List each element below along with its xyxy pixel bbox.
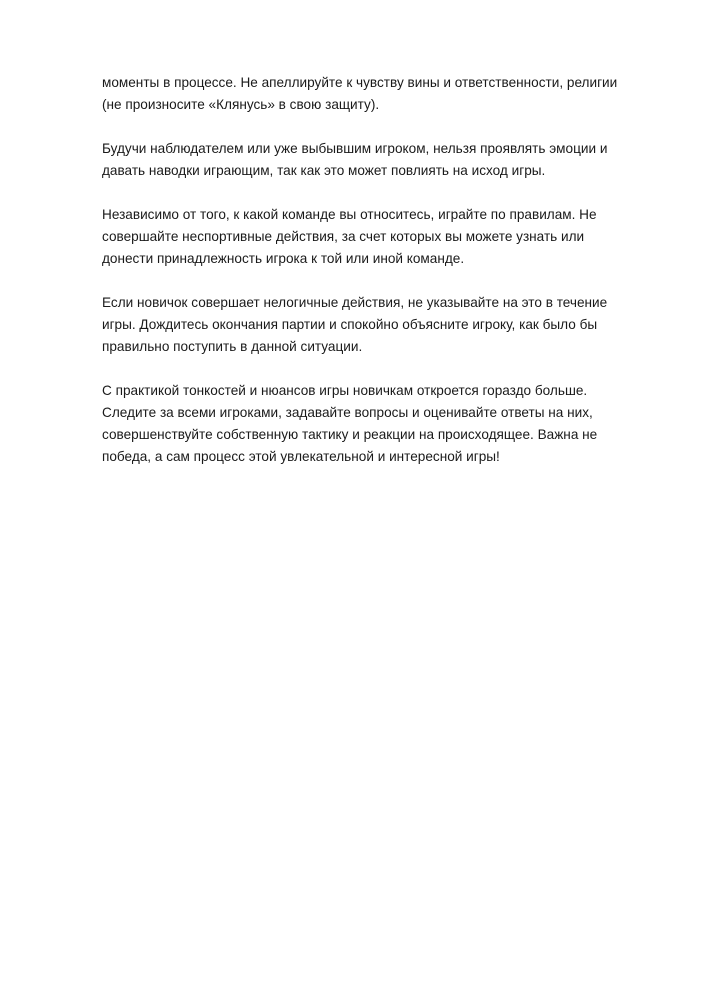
paragraph-line: игры. Дождитесь окончания партии и спокойно объясните игроку, как было бы	[102, 317, 598, 332]
paragraph-2	[102, 138, 662, 182]
paragraph-line: Если новичок совершает нелогичные действия, не указывайте на это в течение	[102, 295, 608, 310]
paragraph-line: Будучи наблюдателем или уже выбывшим игроком, нельзя проявлять эмоции и	[102, 141, 608, 156]
paragraph-line: победа, а сам процесс этой увлекательной и интересной игры!	[102, 449, 500, 464]
paragraph-line: правильно поступить в данной ситуации.	[102, 339, 363, 354]
paragraph-line: донести принадлежность игрока к той или иной команде.	[102, 251, 465, 266]
document-body	[102, 72, 662, 490]
paragraph-line: давать наводки играющим, так как это может повлиять на исход игры.	[102, 163, 546, 178]
paragraph-line: моменты в процессе. Не апеллируйте к чувству вины и ответственности, религии	[102, 75, 618, 90]
paragraph-line: (не произносите «Клянусь» в свою защиту).	[102, 97, 380, 112]
paragraph-line: Следите за всеми игроками, задавайте вопросы и оценивайте ответы на них,	[102, 405, 593, 420]
paragraph-line: С практикой тонкостей и нюансов игры новичкам откроется гораздо больше.	[102, 383, 588, 398]
paragraph-1	[102, 72, 662, 116]
paragraph-4	[102, 292, 662, 358]
paragraph-line: совершайте неспортивные действия, за счет которых вы можете узнать или	[102, 229, 585, 244]
paragraph-3	[102, 204, 662, 270]
paragraph-5	[102, 380, 662, 468]
paragraph-line: совершенствуйте собственную тактику и реакции на происходящее. Важна не	[102, 427, 598, 442]
paragraph-line: Независимо от того, к какой команде вы относитесь, играйте по правилам. Не	[102, 207, 597, 222]
